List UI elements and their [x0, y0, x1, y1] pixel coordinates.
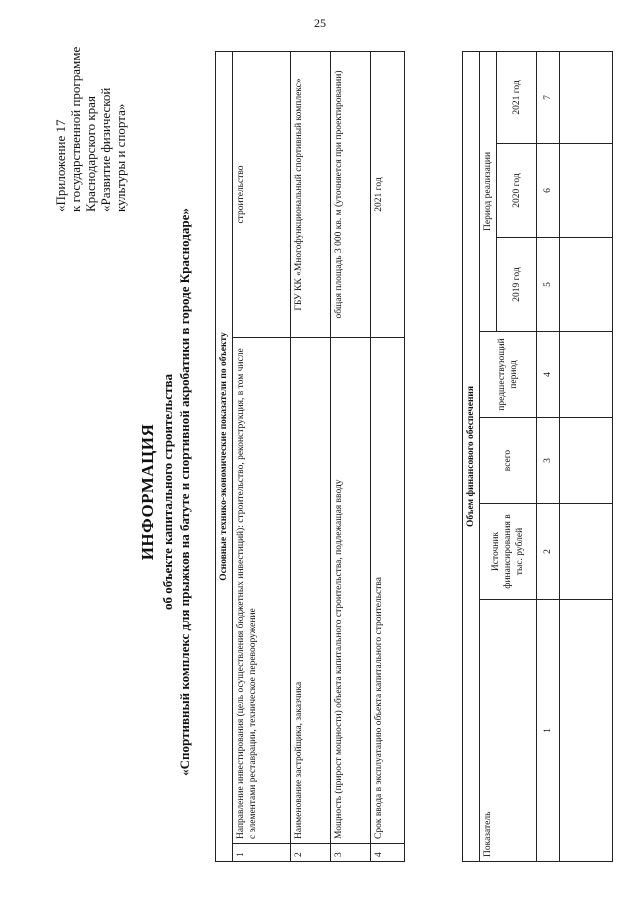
table-cell	[560, 418, 613, 504]
column-header-total: всего	[480, 418, 537, 504]
appendix-note	[53, 42, 128, 212]
index-cell: 2	[537, 504, 560, 600]
table-row	[233, 52, 291, 862]
appendix-line: «Развитие физической	[98, 87, 113, 212]
column-header-period: Период реализации	[480, 51, 497, 331]
table-row	[463, 51, 480, 861]
table-row	[480, 51, 497, 861]
indicators-table	[215, 51, 405, 862]
section-header: Объем финансового обеспечения	[463, 51, 480, 861]
row-number: 2	[291, 844, 331, 862]
finance-table	[462, 51, 613, 862]
appendix-line: «Приложение 17	[53, 119, 68, 212]
index-cell: 7	[537, 51, 560, 143]
row-number: 4	[371, 844, 405, 862]
object-name: «Спортивный комплекс для прыжков на батуте и спортивной акробатики в городе Краснодаре»	[177, 208, 192, 776]
appendix-line: Краснодарского края	[83, 96, 98, 212]
table-cell	[560, 600, 613, 862]
column-header-source: Источник финансирования в тыс. рублей	[480, 504, 537, 600]
table-cell	[560, 51, 613, 143]
column-header-previous: предшествующий период	[480, 332, 537, 418]
table-row	[291, 52, 331, 862]
row-label: Направление инвестирования (цель осуществления бюджетных инвестиций): строительство, реконструкция, в том числе с элементами реставрации, техническое перевооружение	[233, 338, 291, 844]
row-value: общая площадь 3 000 кв. м (уточняется при проектировании)	[331, 52, 371, 338]
page-subtitle: об объекте капитального строительства	[160, 374, 175, 610]
page-title: ИНФОРМАЦИЯ	[138, 423, 157, 561]
row-value: 2021 год	[371, 52, 405, 338]
row-number: 3	[331, 844, 371, 862]
column-header-year: 2021 год	[497, 51, 537, 143]
column-header-indicator: Показатель	[480, 600, 537, 862]
table-row	[537, 51, 560, 861]
column-header-year: 2020 год	[497, 144, 537, 238]
table-cell	[560, 332, 613, 418]
appendix-line: к государственной программе	[68, 46, 83, 212]
row-label: Мощность (прирост мощности) объекта капитального строительства, подлежащая вводу	[331, 338, 371, 844]
table-cell	[560, 238, 613, 332]
table-row	[560, 51, 613, 861]
appendix-line: культуры и спорта»	[113, 103, 128, 212]
row-value: строительство	[233, 52, 291, 338]
index-cell: 3	[537, 418, 560, 504]
rotated-page-content	[45, 46, 605, 872]
page-number: 25	[314, 16, 326, 30]
index-cell: 1	[537, 600, 560, 862]
index-cell: 5	[537, 238, 560, 332]
table-cell	[560, 504, 613, 600]
row-number: 1	[233, 844, 291, 862]
table-row	[331, 52, 371, 862]
row-label: Наименование застройщика, заказчика	[291, 338, 331, 844]
section-header: Основные технико-экономические показатели по объекту	[216, 52, 233, 862]
column-header-year: 2019 год	[497, 238, 537, 332]
title-block	[137, 112, 193, 872]
row-value: ГБУ КК «Многофункциональный спортивный комплекс»	[291, 52, 331, 338]
table-cell	[560, 144, 613, 238]
row-label: Срок ввода в эксплуатацию объекта капитального строительства	[371, 338, 405, 844]
index-cell: 6	[537, 144, 560, 238]
table-row	[371, 52, 405, 862]
index-cell: 4	[537, 332, 560, 418]
table-row	[216, 52, 233, 862]
